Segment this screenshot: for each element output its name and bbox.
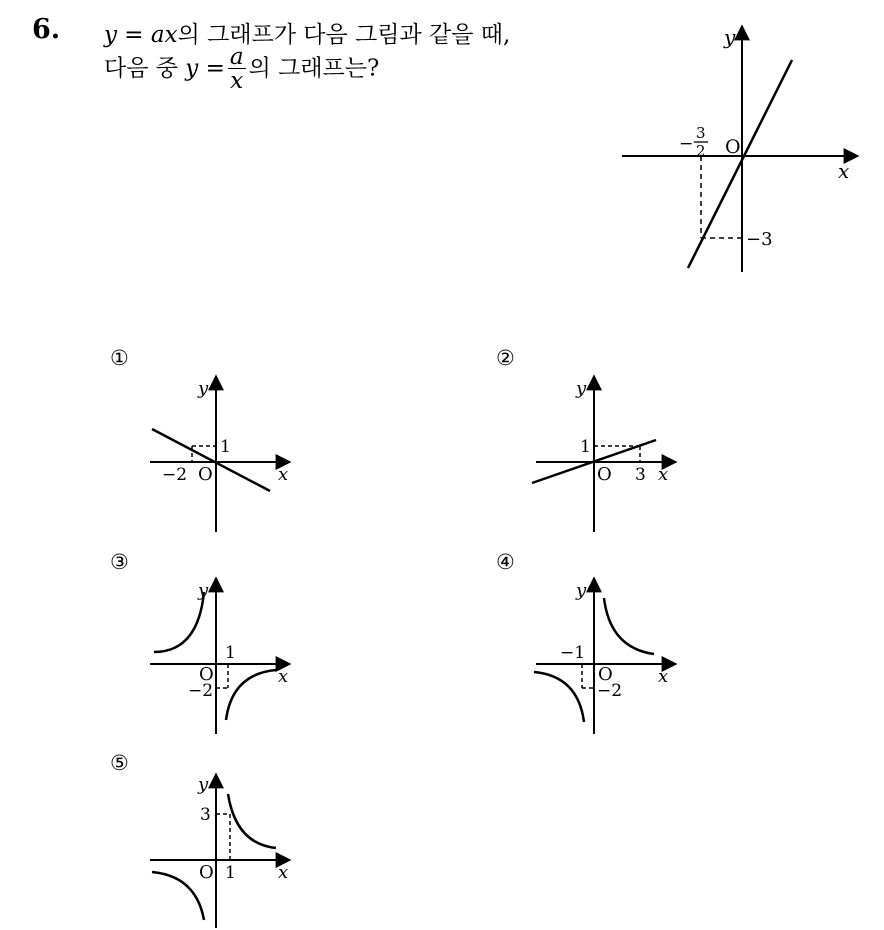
choice-2-graph[interactable] (526, 370, 686, 535)
c4-y-label: y (576, 580, 587, 601)
question-line-2-prefix: 다음 중 (104, 55, 178, 82)
choice-5-mark[interactable]: ⑤ (110, 751, 129, 775)
question-number: 6. (32, 14, 61, 45)
c5-y-label: y (198, 774, 209, 795)
c3-y-label: y (198, 580, 209, 601)
question-line-2-suffix: 의 그래프는? (248, 55, 380, 82)
c1-label-2: −2 (162, 465, 188, 485)
c3-origin-label: O (199, 664, 214, 685)
c3-label-1: 1 (225, 643, 236, 663)
fraction-a-over-x (228, 46, 246, 93)
c5-curve-left (152, 872, 204, 920)
given-graph (612, 22, 862, 282)
c2-y-label: y (576, 378, 587, 399)
choice-1-graph[interactable] (140, 370, 300, 535)
c1-y-label: y (198, 378, 209, 399)
c4-x-label: x (658, 666, 669, 687)
c1-origin-label: O (198, 464, 213, 485)
given-line (688, 60, 792, 268)
c4-label-2: −2 (597, 681, 623, 701)
c1-label-1: 1 (220, 437, 231, 457)
c2-label-1: 1 (580, 437, 591, 457)
c5-label-2: 1 (225, 863, 236, 883)
question-line-1-text: 의 그래프가 다음 그림과 같을 때, (177, 22, 511, 48)
c5-label-1: 3 (200, 805, 211, 825)
c4-curve-left (534, 672, 584, 722)
given-frac-den: 2 (696, 142, 706, 160)
c5-curve-right (228, 794, 276, 848)
question-line-1 (104, 16, 510, 49)
fraction-numerator: a (229, 44, 244, 70)
c4-origin-label: O (598, 664, 613, 685)
c5-origin-label: O (199, 862, 214, 883)
c4-curve-right (604, 598, 654, 654)
given-frac-num: 3 (696, 124, 706, 142)
choice-5-graph[interactable] (140, 768, 300, 930)
given-origin-label: O (725, 136, 741, 158)
c3-curve-left (154, 592, 204, 652)
given-y-label: y (724, 25, 736, 49)
given-x-label: x (838, 159, 850, 183)
fraction-denominator: x (230, 68, 244, 94)
c1-x-label: x (278, 464, 289, 485)
choice-2-mark[interactable]: ② (496, 346, 515, 370)
c3-label-2: −2 (188, 681, 214, 701)
equation-y-ax: y = ax (104, 22, 178, 48)
c5-x-label: x (278, 862, 289, 883)
c4-label-1: −1 (560, 643, 586, 663)
c3-curve-right (226, 670, 276, 720)
choice-1-mark[interactable]: ① (110, 346, 129, 370)
c3-x-label: x (278, 666, 289, 687)
c2-label-2: 3 (635, 465, 646, 485)
equation-y-eq: y = (185, 55, 225, 82)
choice-4-mark[interactable]: ④ (496, 550, 515, 574)
given-y-value-label: −3 (746, 229, 773, 250)
choice-3-mark[interactable]: ③ (110, 550, 129, 574)
choice-4-graph[interactable] (526, 572, 686, 737)
question-line-2 (104, 46, 379, 93)
given-frac-sign: − (679, 134, 694, 154)
c2-x-label: x (658, 464, 669, 485)
c2-origin-label: O (597, 464, 612, 485)
choice-3-graph[interactable] (140, 572, 300, 737)
